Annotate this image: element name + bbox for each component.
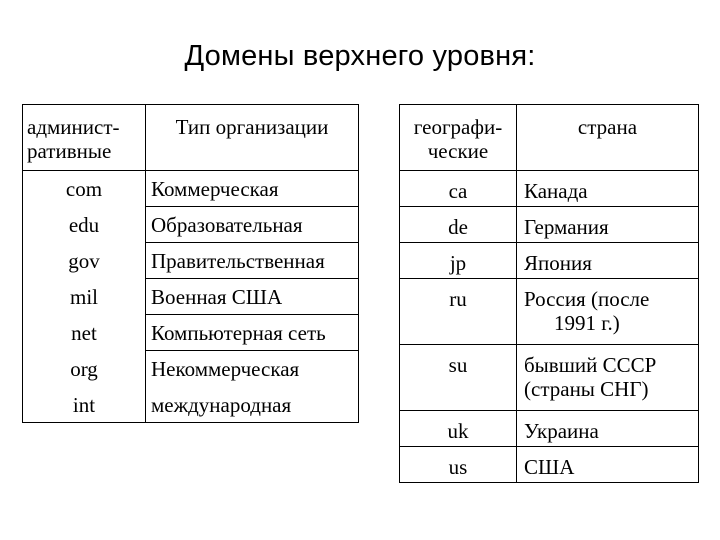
country-cell: США	[524, 455, 575, 479]
table-row	[400, 279, 699, 345]
country-cell-line2: 1991 г.)	[554, 311, 620, 335]
country-cell	[517, 279, 699, 345]
table-header-row	[23, 105, 359, 171]
table-row	[23, 243, 359, 279]
domain-cell: mil	[23, 279, 146, 315]
org-type-cell: Некоммерческая	[151, 357, 300, 381]
domain-cell: us	[400, 447, 517, 483]
org-type-cell: Военная США	[146, 279, 359, 315]
domain-cell: int	[23, 387, 146, 423]
table-row	[23, 351, 359, 387]
header-administrative-line1: админист-	[27, 115, 120, 139]
table-row	[400, 411, 699, 447]
org-type-cell: Компьютерная сеть	[146, 315, 359, 351]
domain-cell: de	[400, 207, 517, 243]
domain-cell: uk	[400, 411, 517, 447]
table-row	[400, 171, 699, 207]
table-row	[23, 207, 359, 243]
header-geographic-line2: ческие	[427, 139, 489, 163]
table-row	[23, 315, 359, 351]
table-row	[400, 345, 699, 411]
org-type-cell: международная	[151, 392, 292, 417]
table-row	[23, 279, 359, 315]
domain-cell: gov	[23, 243, 146, 279]
country-cell: Германия	[517, 207, 699, 243]
page-title: Домены верхнего уровня:	[184, 40, 536, 72]
country-cell: Украина	[517, 411, 699, 447]
country-cell-line2: (страны СНГ)	[524, 377, 649, 401]
domain-cell: edu	[23, 207, 146, 243]
domain-cell: org	[23, 351, 146, 387]
table-row	[400, 243, 699, 279]
country-cell: Канада	[517, 171, 699, 207]
table-row	[400, 447, 699, 483]
header-administrative-line2: ративные	[27, 139, 112, 163]
domain-cell: com	[23, 171, 146, 207]
domain-cell: ru	[400, 279, 517, 345]
header-administrative	[23, 105, 146, 171]
country-cell	[517, 345, 699, 411]
domain-cell: su	[400, 345, 517, 411]
header-geographic	[400, 105, 517, 171]
header-country: страна	[517, 105, 699, 171]
administrative-domains-table	[22, 104, 359, 423]
table-row	[23, 387, 359, 423]
table-row	[23, 171, 359, 207]
domain-cell: jp	[400, 243, 517, 279]
country-cell: Япония	[517, 243, 699, 279]
org-type-cell: Образовательная	[146, 207, 359, 243]
country-cell-line1: бывший СССР	[524, 353, 657, 377]
header-organization-type: Тип организации	[146, 105, 359, 171]
domain-cell: net	[23, 315, 146, 351]
org-type-cell: Коммерческая	[146, 171, 359, 207]
table-row	[400, 207, 699, 243]
geographic-domains-table	[399, 104, 699, 483]
org-type-cell: Правительственная	[146, 243, 359, 279]
country-cell-line1: Россия (после	[524, 287, 650, 311]
header-geographic-line1: географи-	[413, 115, 503, 139]
table-header-row	[400, 105, 699, 171]
domain-cell: ca	[400, 171, 517, 207]
